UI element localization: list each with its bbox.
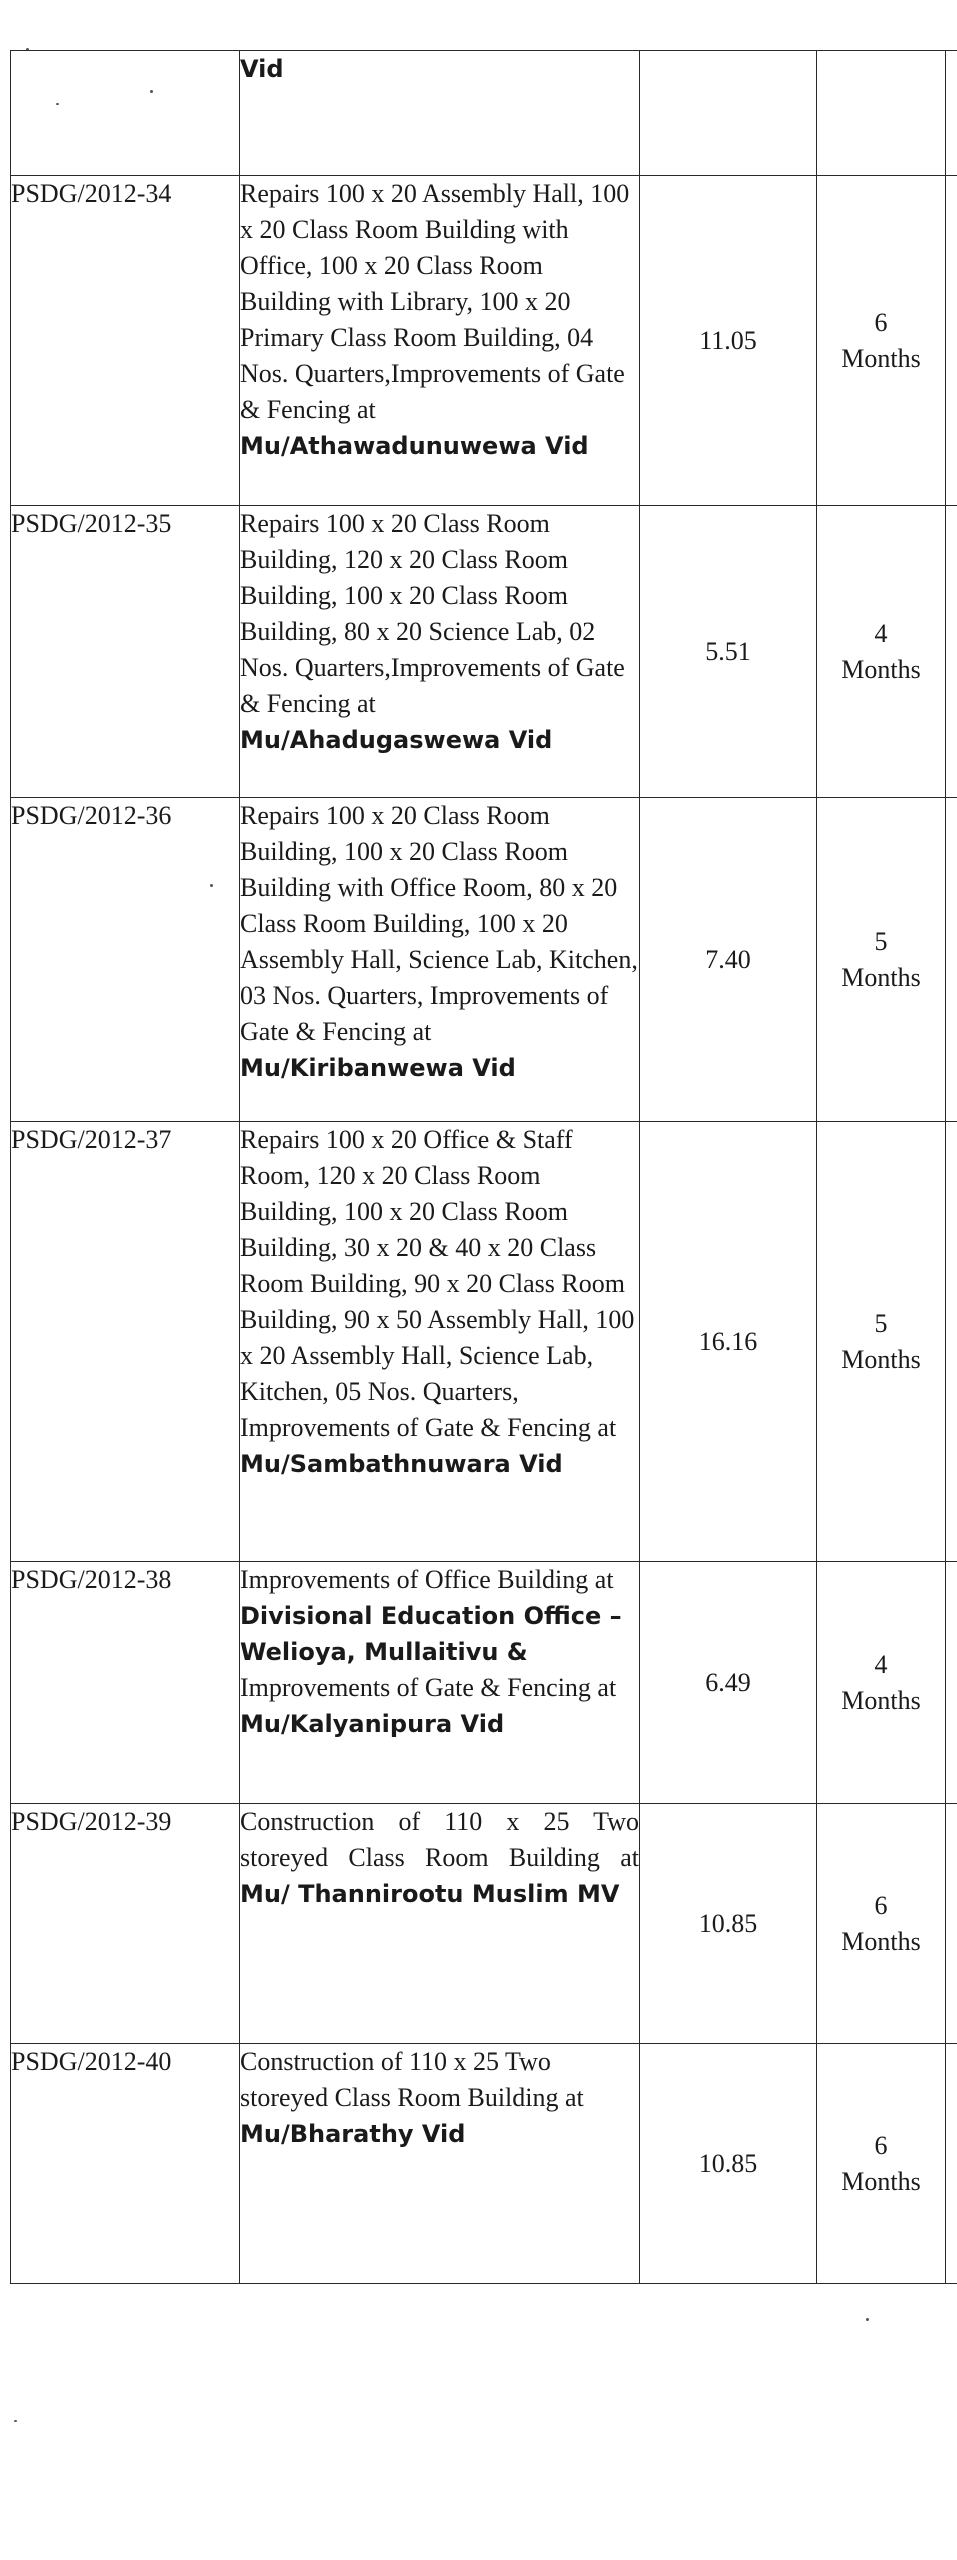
extra-column: [946, 506, 957, 798]
duration-unit: Months: [841, 1926, 921, 1956]
duration: [817, 798, 946, 1122]
duration-unit: Months: [841, 654, 921, 684]
estimated-cost: 6.49: [640, 1562, 817, 1804]
work-details: Construction of 110 x 25 Two storeyed Class Room Building at: [240, 1807, 639, 1872]
estimated-cost: [640, 51, 817, 176]
contract-number: PSDG/2012-35: [11, 506, 240, 798]
extra-column: [946, 1122, 957, 1562]
work-description: [240, 1562, 640, 1804]
duration: [817, 1122, 946, 1562]
work-description: [240, 798, 640, 1122]
table-row: [11, 506, 957, 798]
tender-table: [10, 50, 957, 2284]
duration: [817, 506, 946, 798]
table-row: [11, 2044, 957, 2284]
duration-value: 5: [874, 1308, 888, 1338]
contract-number: PSDG/2012-38: [11, 1562, 240, 1804]
table-row: [11, 1562, 957, 1804]
duration-value: 6: [874, 2130, 888, 2160]
contract-number: PSDG/2012-40: [11, 2044, 240, 2284]
work-description: [240, 51, 640, 176]
work-details-continued: Improvements of Gate & Fencing at: [240, 1673, 617, 1702]
extra-column: [946, 176, 957, 506]
duration-value: 4: [874, 1649, 888, 1679]
duration-value: 5: [874, 926, 888, 956]
work-description: [240, 1804, 640, 2044]
duration-value: 4: [874, 618, 888, 648]
table-row: [11, 51, 957, 176]
extra-column: [946, 1804, 957, 2044]
work-description: [240, 2044, 640, 2284]
school-name: Mu/Kiribanwewa Vid: [240, 1054, 516, 1082]
table-row: [11, 1804, 957, 2044]
school-name: Mu/Athawadunuwewa Vid: [240, 432, 589, 460]
contract-number: PSDG/2012-39: [11, 1804, 240, 2044]
school-name: Mu/Kalyanipura Vid: [240, 1710, 505, 1738]
duration-unit: Months: [841, 2166, 921, 2196]
work-details: Improvements of Office Building at: [240, 1565, 614, 1594]
duration-value: 6: [874, 307, 888, 337]
estimated-cost: 16.16: [640, 1122, 817, 1562]
scan-speck: [866, 2318, 869, 2321]
estimated-cost: 11.05: [640, 176, 817, 506]
duration: [817, 1804, 946, 2044]
contract-number: PSDG/2012-37: [11, 1122, 240, 1562]
school-name: Mu/Bharathy Vid: [240, 2120, 466, 2148]
work-details: Repairs 100 x 20 Office & Staff Room, 120 x 20 Class Room Building, 100 x 20 Class Room Building, 30 x 20 & 40 x 20 Class Room Building, 90 x 20 Class Room Building, 90 x 50 Assembly Hall, 100 x 20 Assembly Hall, Science Lab, Kitchen, 05 Nos. Quarters, Improvements of Gate & Fencing at: [240, 1125, 635, 1442]
work-description: [240, 176, 640, 506]
extra-column: [946, 798, 957, 1122]
estimated-cost: 10.85: [640, 1804, 817, 2044]
extra-column: [946, 1562, 957, 1804]
school-name: Vid: [240, 55, 284, 83]
contract-number: PSDG/2012-36: [11, 798, 240, 1122]
work-description: [240, 1122, 640, 1562]
table-row: [11, 1122, 957, 1562]
contract-number: PSDG/2012-34: [11, 176, 240, 506]
work-details: Repairs 100 x 20 Assembly Hall, 100 x 20 Class Room Building with Office, 100 x 20 Class Room Building with Library, 100 x 20 Primary Class Room Building, 04 Nos. Quarters,Improvements of Gate & Fencing at: [240, 179, 630, 424]
duration: [817, 2044, 946, 2284]
work-details: Construction of 110 x 25 Two storeyed Class Room Building at: [240, 2047, 584, 2112]
estimated-cost: 10.85: [640, 2044, 817, 2284]
estimated-cost: 7.40: [640, 798, 817, 1122]
table-row: [11, 176, 957, 506]
duration-unit: Months: [841, 962, 921, 992]
office-name: Divisional Education Office – Welioya, Mullaitivu &: [240, 1602, 622, 1666]
duration-unit: Months: [841, 343, 921, 373]
school-name: Mu/Sambathnuwara Vid: [240, 1450, 563, 1478]
estimated-cost: 5.51: [640, 506, 817, 798]
extra-column: [946, 51, 957, 176]
work-details: Repairs 100 x 20 Class Room Building, 120 x 20 Class Room Building, 100 x 20 Class Room Building, 80 x 20 Science Lab, 02 Nos. Quarters,Improvements of Gate & Fencing at: [240, 509, 625, 718]
scan-speck: [14, 2420, 17, 2422]
duration-value: 6: [874, 1890, 888, 1920]
duration: [817, 51, 946, 176]
duration-unit: Months: [841, 1344, 921, 1374]
work-details: Repairs 100 x 20 Class Room Building, 100 x 20 Class Room Building with Office Room, 80 x 20 Class Room Building, 100 x 20 Assembly Hall, Science Lab, Kitchen, 03 Nos. Quarters, Improvements of Gate & Fencing at: [240, 801, 638, 1046]
duration-unit: Months: [841, 1685, 921, 1715]
extra-column: [946, 2044, 957, 2284]
duration: [817, 1562, 946, 1804]
contract-number: [11, 51, 240, 176]
school-name: Mu/Ahadugaswewa Vid: [240, 726, 553, 754]
table-row: [11, 798, 957, 1122]
work-description: [240, 506, 640, 798]
duration: [817, 176, 946, 506]
school-name: Mu/ Thannirootu Muslim MV: [240, 1880, 620, 1908]
